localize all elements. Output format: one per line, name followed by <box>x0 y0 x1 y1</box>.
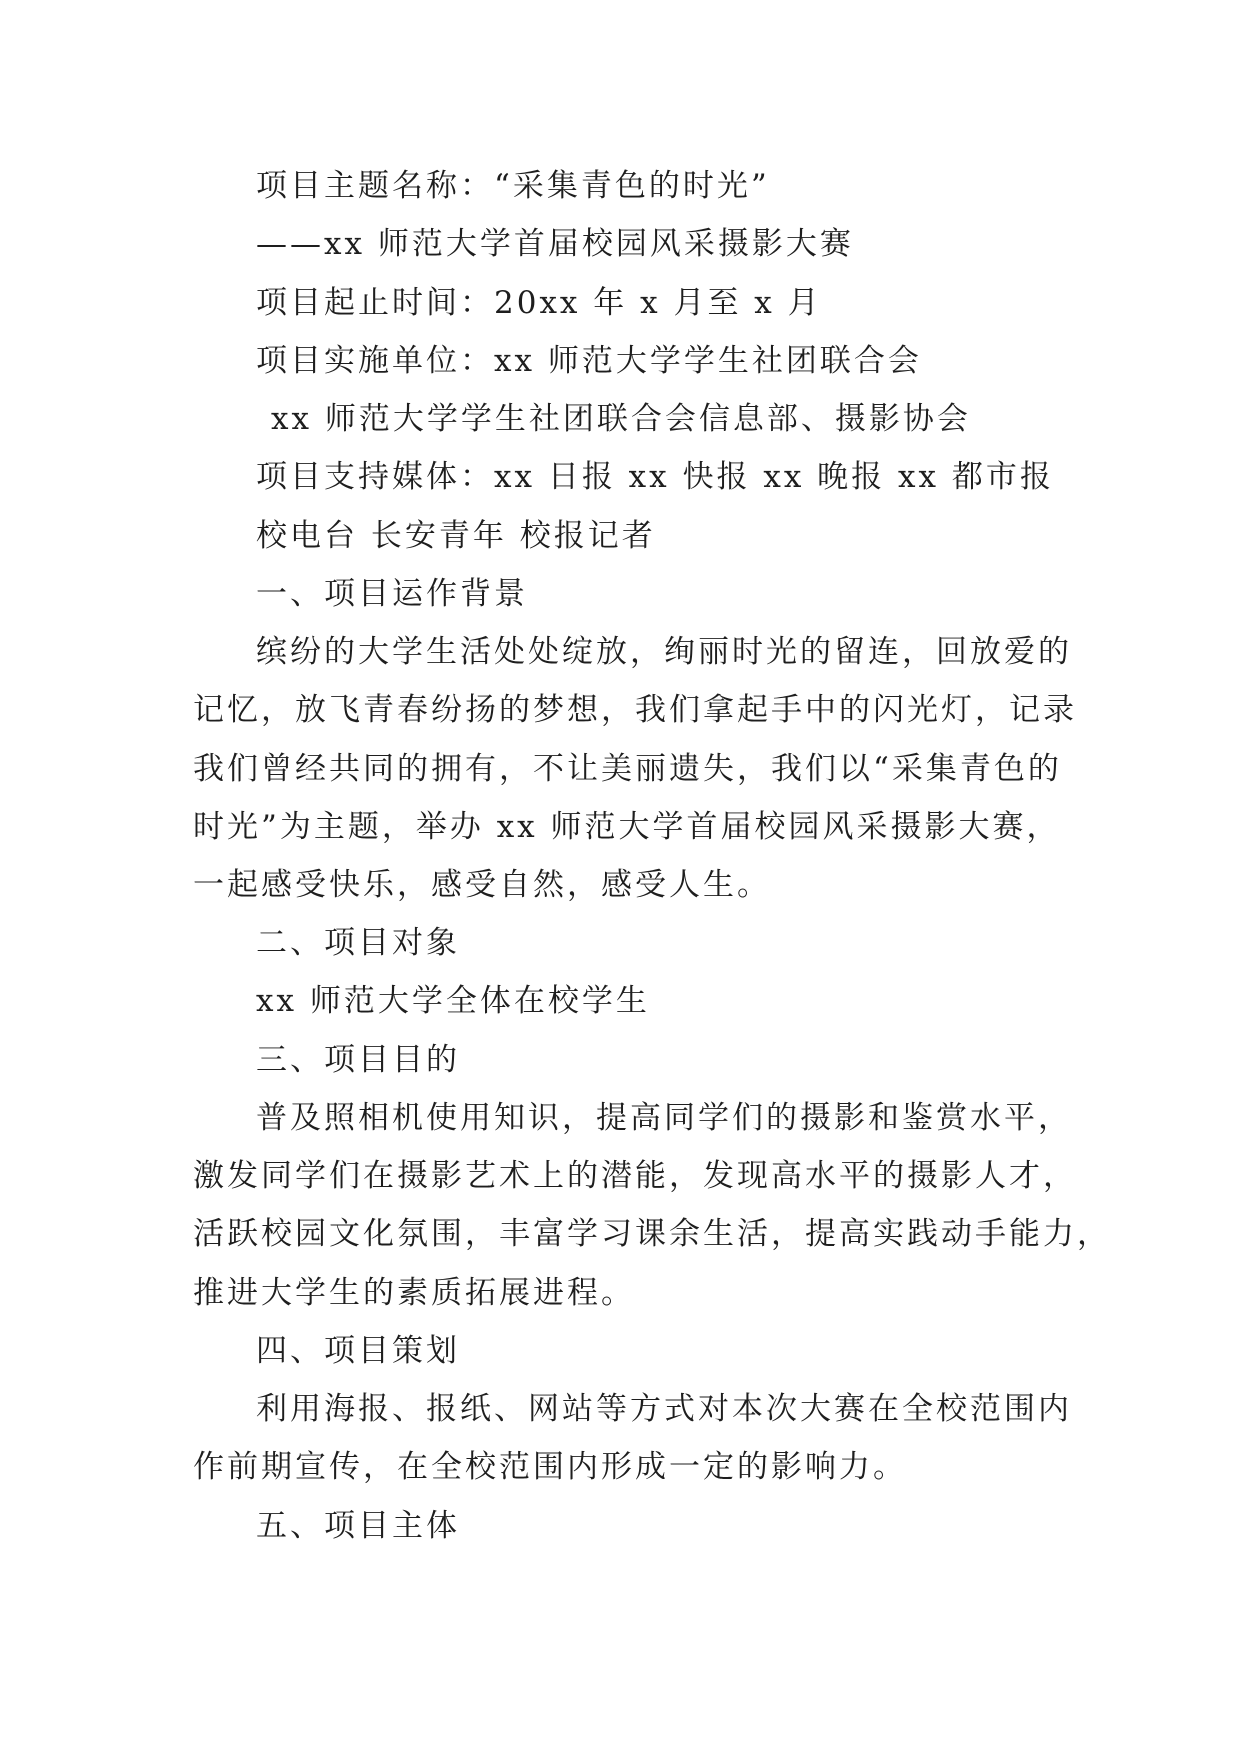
section-heading-background: 一、项目运作背景 <box>256 576 528 612</box>
paragraph-line: xx 师范大学全体在校学生 <box>256 983 650 1019</box>
project-media-line-2: 校电台 长安青年 校报记者 <box>256 518 656 554</box>
project-period-line: 项目起止时间：20xx 年 x 月至 x 月 <box>256 285 822 321</box>
section-heading-purpose: 三、项目目的 <box>256 1042 460 1078</box>
section-heading-target: 二、项目对象 <box>256 925 460 961</box>
paragraph-line: 利用海报、报纸、网站等方式对本次大赛在全校范围内 <box>256 1391 1072 1427</box>
paragraph-line: 激发同学们在摄影艺术上的潜能，发现高水平的摄影人才， <box>193 1158 1077 1194</box>
project-organizer-line: 项目实施单位：xx 师范大学学生社团联合会 <box>256 343 922 379</box>
paragraph-line: 一起感受快乐，感受自然，感受人生。 <box>193 867 771 903</box>
paragraph-line: 普及照相机使用知识，提高同学们的摄影和鉴赏水平， <box>256 1100 1072 1136</box>
paragraph-line: 记忆，放飞青春纷扬的梦想，我们拿起手中的闪光灯，记录 <box>193 692 1077 728</box>
project-organizer-line-2: xx 师范大学学生社团联合会信息部、摄影协会 <box>271 401 971 437</box>
paragraph-line: 时光”为主题，举办 xx 师范大学首届校园风采摄影大赛， <box>193 809 1061 845</box>
paragraph-line: 推进大学生的素质拓展进程。 <box>193 1275 635 1311</box>
section-heading-planning: 四、项目策划 <box>256 1333 460 1369</box>
paragraph-line: 活跃校园文化氛围，丰富学习课余生活，提高实践动手能力， <box>193 1216 1111 1252</box>
project-subtitle-line: ——xx 师范大学首届校园风采摄影大赛 <box>256 226 854 262</box>
project-title-line: 项目主题名称：“采集青色的时光” <box>256 168 770 204</box>
section-heading-main-body: 五、项目主体 <box>256 1508 460 1544</box>
paragraph-line: 缤纷的大学生活处处绽放，绚丽时光的留连，回放爱的 <box>256 634 1072 670</box>
project-media-line: 项目支持媒体：xx 日报 xx 快报 xx 晚报 xx 都市报 <box>256 459 1054 495</box>
paragraph-line: 作前期宣传，在全校范围内形成一定的影响力。 <box>193 1449 907 1485</box>
paragraph-line: 我们曾经共同的拥有，不让美丽遗失，我们以“采集青色的 <box>193 751 1062 787</box>
